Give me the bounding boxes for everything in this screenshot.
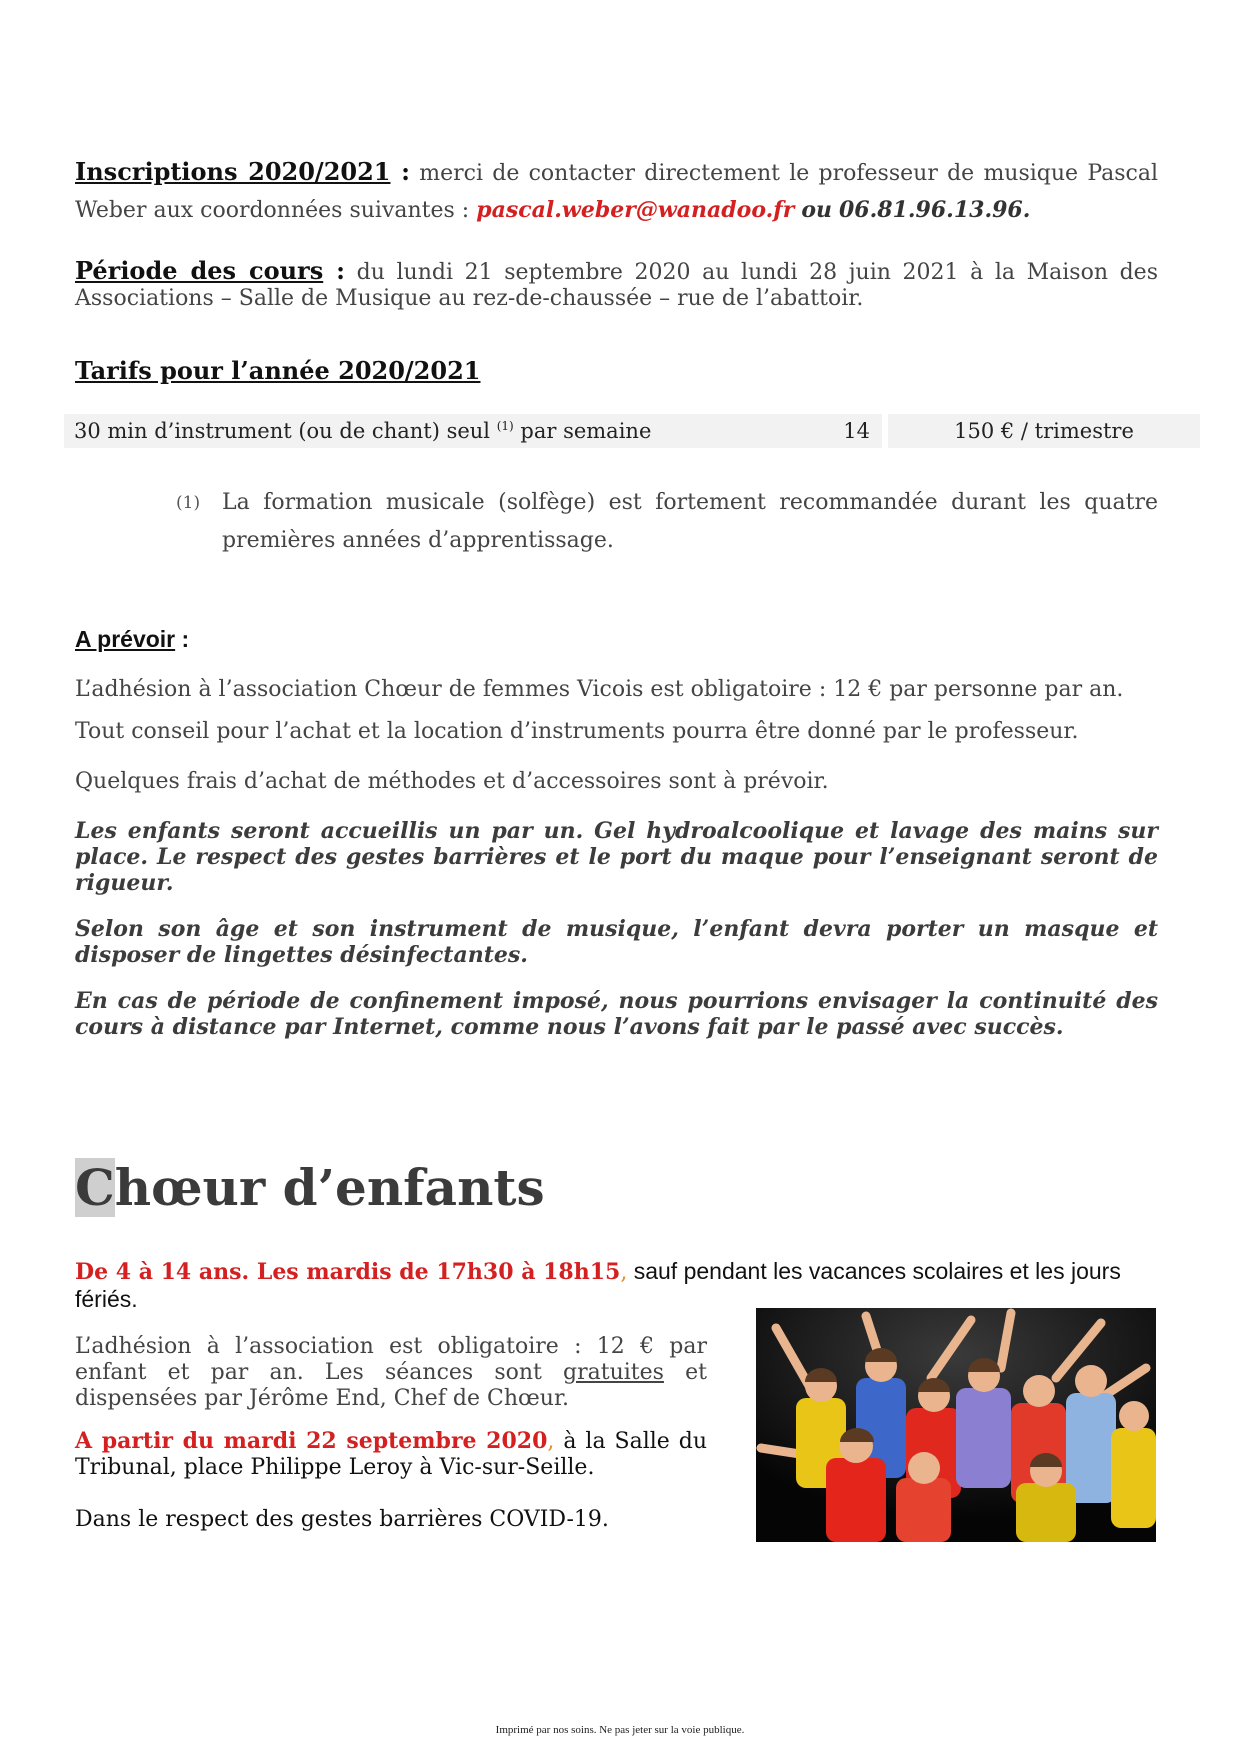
inscriptions-text: merci de contacter directement le professeur de musique Pascal Weber aux coordonnées suivantes : bbox=[75, 161, 1159, 223]
choeur-covid: Dans le respect des gestes barrières COVID-19. bbox=[75, 1507, 609, 1532]
inscriptions-paragraph: Inscriptions 2020/2021 : merci de contacter directement le professeur de musique Pascal Weber aux coordonnées suivantes : pascal.weber@wanadoo.fr ou 06.81.96.13.96. bbox=[75, 157, 1159, 223]
choir-photo-illustration bbox=[756, 1308, 1156, 1542]
tarifs-heading: Tarifs pour l’année 2020/2021 bbox=[75, 356, 481, 385]
prevoir-heading: A prévoir bbox=[75, 626, 176, 652]
prevoir-p2: Tout conseil pour l’achat et la location d’instruments pourra être donné par le professeur. bbox=[75, 719, 1079, 744]
tarif-footnote: La formation musicale (solfège) est fortement recommandée durant les quatre premières années d’apprentissage. bbox=[222, 490, 1158, 553]
tarif-row bbox=[64, 414, 1200, 448]
periode-text: du lundi 21 septembre 2020 au lundi 28 juin 2021 à la Maison des Associations – Salle de Musique au rez-de-chaussée – rue de l’abattoir. bbox=[75, 260, 1158, 311]
footer-note: Imprimé par nos soins. Ne pas jeter sur la voie publique. bbox=[495, 1724, 745, 1736]
contact-email[interactable]: pascal.weber@wanadoo.fr bbox=[476, 197, 795, 223]
prevoir-confinement: En cas de période de confinement imposé, nous pourrions envisager la continuité des cours à distance par Internet, comme nous l’avons fait par le passé avec succès. bbox=[75, 988, 1158, 1040]
tarif-price-cell bbox=[888, 414, 1200, 448]
choeur-schedule: De 4 à 14 ans. Les mardis de 17h30 à 18h15, sauf pendant les vacances scolaires et les jours fériés. bbox=[75, 1258, 1121, 1312]
prevoir-p3: Quelques frais d’achat de méthodes et d’accessoires sont à prévoir. bbox=[75, 769, 829, 794]
prevoir-p1: L’adhésion à l’association Chœur de femmes Vicois est obligatoire : 12 € par personne par an. bbox=[75, 677, 1124, 702]
tarif-label-cell bbox=[64, 414, 882, 448]
choeur-adhesion: L’adhésion à l’association est obligatoire : 12 € par enfant et par an. Les séances sont gratuites et dispensées par Jérôme End, Chef de Chœur. bbox=[75, 1334, 707, 1411]
choeur-title: Chœur d’enfants bbox=[75, 1158, 545, 1217]
children-choir-photo bbox=[756, 1308, 1156, 1542]
tarif-footnote-number: (1) bbox=[176, 493, 201, 513]
tarif-label: 30 min d’instrument (ou de chant) seul $^{(1)}$ par semaine bbox=[74, 419, 652, 443]
prevoir-heading-wrap: A prévoir : bbox=[75, 626, 190, 652]
periode-paragraph: Période des cours : du lundi 21 septembre 2020 au lundi 28 juin 2021 à la Maison des Associations – Salle de Musique au rez-de-chaussée – rue de l’abattoir. bbox=[75, 256, 1158, 311]
tarif-price: 150 € / trimestre bbox=[954, 419, 1134, 443]
periode-heading: Période des cours bbox=[75, 256, 324, 285]
inscriptions-heading: Inscriptions 2020/2021 bbox=[75, 157, 391, 186]
choeur-start: A partir du mardi 22 septembre 2020, à la Salle du Tribunal, place Philippe Leroy à Vic-sur-Seille. bbox=[75, 1428, 708, 1480]
prevoir-masque: Selon son âge et son instrument de musique, l’enfant devra porter un masque et disposer de lingettes désinfectantes. bbox=[75, 916, 1158, 968]
tarif-qty: 14 bbox=[843, 419, 870, 443]
contact-phone: 06.81.96.13.96. bbox=[839, 197, 1031, 223]
prevoir-hygiene: Les enfants seront accueillis un par un. Gel hydroalcoolique et lavage des mains sur place. Le respect des gestes barrières et le port du maque pour l’enseignant seront de rigueur. bbox=[75, 818, 1158, 896]
